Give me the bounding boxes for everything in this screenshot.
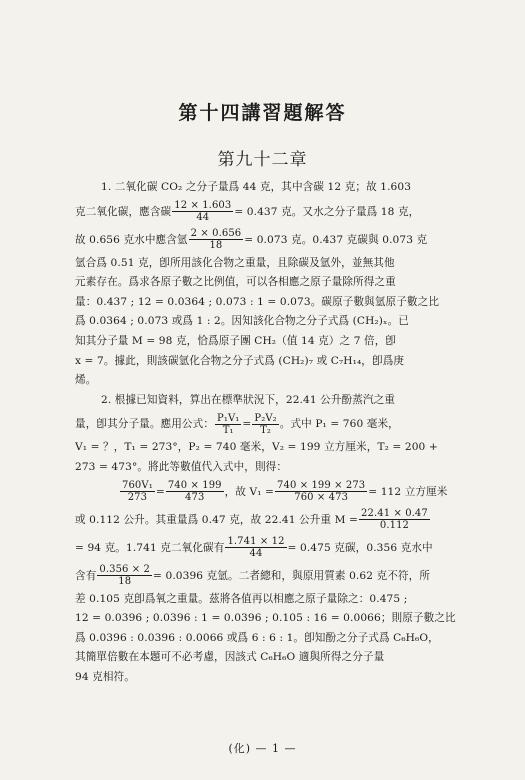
numerator: 1.741 × 12 [227,536,285,548]
document-body [75,178,470,688]
text-segment: 。式中 P₁ = 760 毫米， [279,418,399,431]
fraction [166,480,224,503]
p1-line-10: 烯。 [75,374,97,387]
denominator: 18 [209,240,223,252]
text-segment: 或 0.112 公升。其重量爲 0.47 克，故 22.41 公升重 M = [75,513,359,526]
text-segment: 含有 [75,569,97,582]
denominator: 760 × 473 [294,492,349,504]
p1-line-3 [75,226,470,254]
numerator: 12 × 1.603 [174,200,232,212]
p2-line-11: 爲 0.0396 : 0.0396 : 0.0066 或爲 6 : 6 : 1。卽知酚之分子式爲 C₆H₆O， [75,631,439,644]
chapter-heading: 第九十二章 [217,150,308,170]
p1-line-6: 量：0.437 ; 12 = 0.0364 ; 0.073 : 1 = 0.073。碳原子數與氫原子數之比 [75,295,440,308]
p1-line-1: 1. 二氧化碳 CO₂ 之分子量爲 44 克，其中含碳 12 克；故 1.603 [101,181,412,193]
denominator: 44 [249,548,263,560]
numerator: 740 × 199 × 273 [277,480,366,492]
page-title: 第十四講習題解答 [178,102,347,124]
equals-sign: = [155,485,165,498]
p1-line-9: x = 7。據此，則該碳氫化合物之分子式爲 (CH₂)₇ 或 C₇H₁₄，卽爲庚 [75,354,405,367]
p2-line-7 [75,534,470,562]
fraction [189,228,244,251]
fraction [120,480,155,503]
p2-line-4: 273 = 473°。將此等數值代入式中，則得： [75,460,288,473]
fraction [172,200,233,223]
fraction [359,508,430,531]
text-segment: 量，卽其分子量。應用公式： [75,418,215,431]
p2-line-5 [75,478,470,506]
fraction [225,536,286,559]
numerator: 760V₁ [122,480,153,492]
text-segment: ，故 V₁ = [224,485,275,498]
denominator: 473 [185,492,205,504]
denominator: 273 [127,492,148,504]
denominator: 44 [196,212,210,224]
fraction [97,564,152,587]
numerator: 2 × 0.656 [190,228,242,240]
numerator: P₁V₁ [217,412,240,424]
p1-line-2 [75,198,470,226]
p1-line-8: 知其分子量 M = 98 克，恰爲原子團 CH₂（值 14 克）之 7 倍，卽 [75,334,397,347]
text-segment: = 0.475 克碳，0.356 克水中 [287,541,433,554]
p1-line-7: 爲 0.0364 ; 0.073 或爲 1 : 2。因知該化合物之分子式爲 (CH₂)ₓ。已 [75,315,409,328]
text-segment: = 0.0396 克氫。二者總和，與原用質素 0.62 克不符，所 [153,569,431,582]
numerator: 22.41 × 0.47 [361,508,428,520]
fraction [252,413,278,436]
p2-line-3: V₁ = ？，T₁ = 273°，P₂ = 740 毫米，V₂ = 199 立方厘米，T₂ = 200 + [75,441,438,454]
text-segment: = 0.437 克。又水之分子量爲 18 克， [234,205,420,218]
denominator: 18 [118,576,132,588]
page-number: (化) — 1 — [228,742,297,755]
p1-line-5: 元素存在。爲求各原子數之比例值，可以各相應之原子量除所得之重 [75,276,396,289]
p2-line-6 [75,506,470,534]
text-segment: 克二氧化碳，應含碳 [75,205,172,218]
denominator: 0.112 [379,520,410,532]
p2-line-10: 12 = 0.0396 ; 0.0396 : 1 = 0.0396 ; 0.105 : 16 = 0.0066；則原子數之比 [75,612,456,625]
p2-line-12: 其簡單倍數在本題可不必考慮，因該式 C₆H₆O 適與所得之分子量 [75,651,385,664]
text-segment: = 112 立方厘米 [368,485,448,498]
fraction [275,480,367,503]
denominator: T₂ [260,424,272,436]
equals-sign: = [242,418,252,431]
fraction [215,413,241,436]
text-segment: = 0.073 克。0.437 克碳與 0.073 克 [244,233,428,246]
p1-line-4: 氫合爲 0.51 克，卽所用該化合物之重量，且除碳及氫外，並無其他 [75,256,395,269]
numerator: 740 × 199 [167,480,222,492]
text-segment: 故 0.656 克水中應含氫 [75,233,188,246]
p2-line-8 [75,562,470,590]
numerator: 0.356 × 2 [99,564,151,576]
denominator: T₁ [222,424,234,436]
p2-line-9: 差 0.105 克卽爲氧之重量。茲將各值再以相應之原子量除之：0.475 ; [75,592,408,605]
p2-line-1: 2. 根據已知資料，算出在標準狀況下，22.41 公升酚蒸汽之重 [101,393,396,406]
text-segment: = 94 克。1.741 克二氧化碳有 [75,541,225,554]
p2-line-2 [75,410,470,438]
p2-line-13: 94 克相符。 [75,670,135,683]
numerator: P₂V₂ [254,412,277,424]
